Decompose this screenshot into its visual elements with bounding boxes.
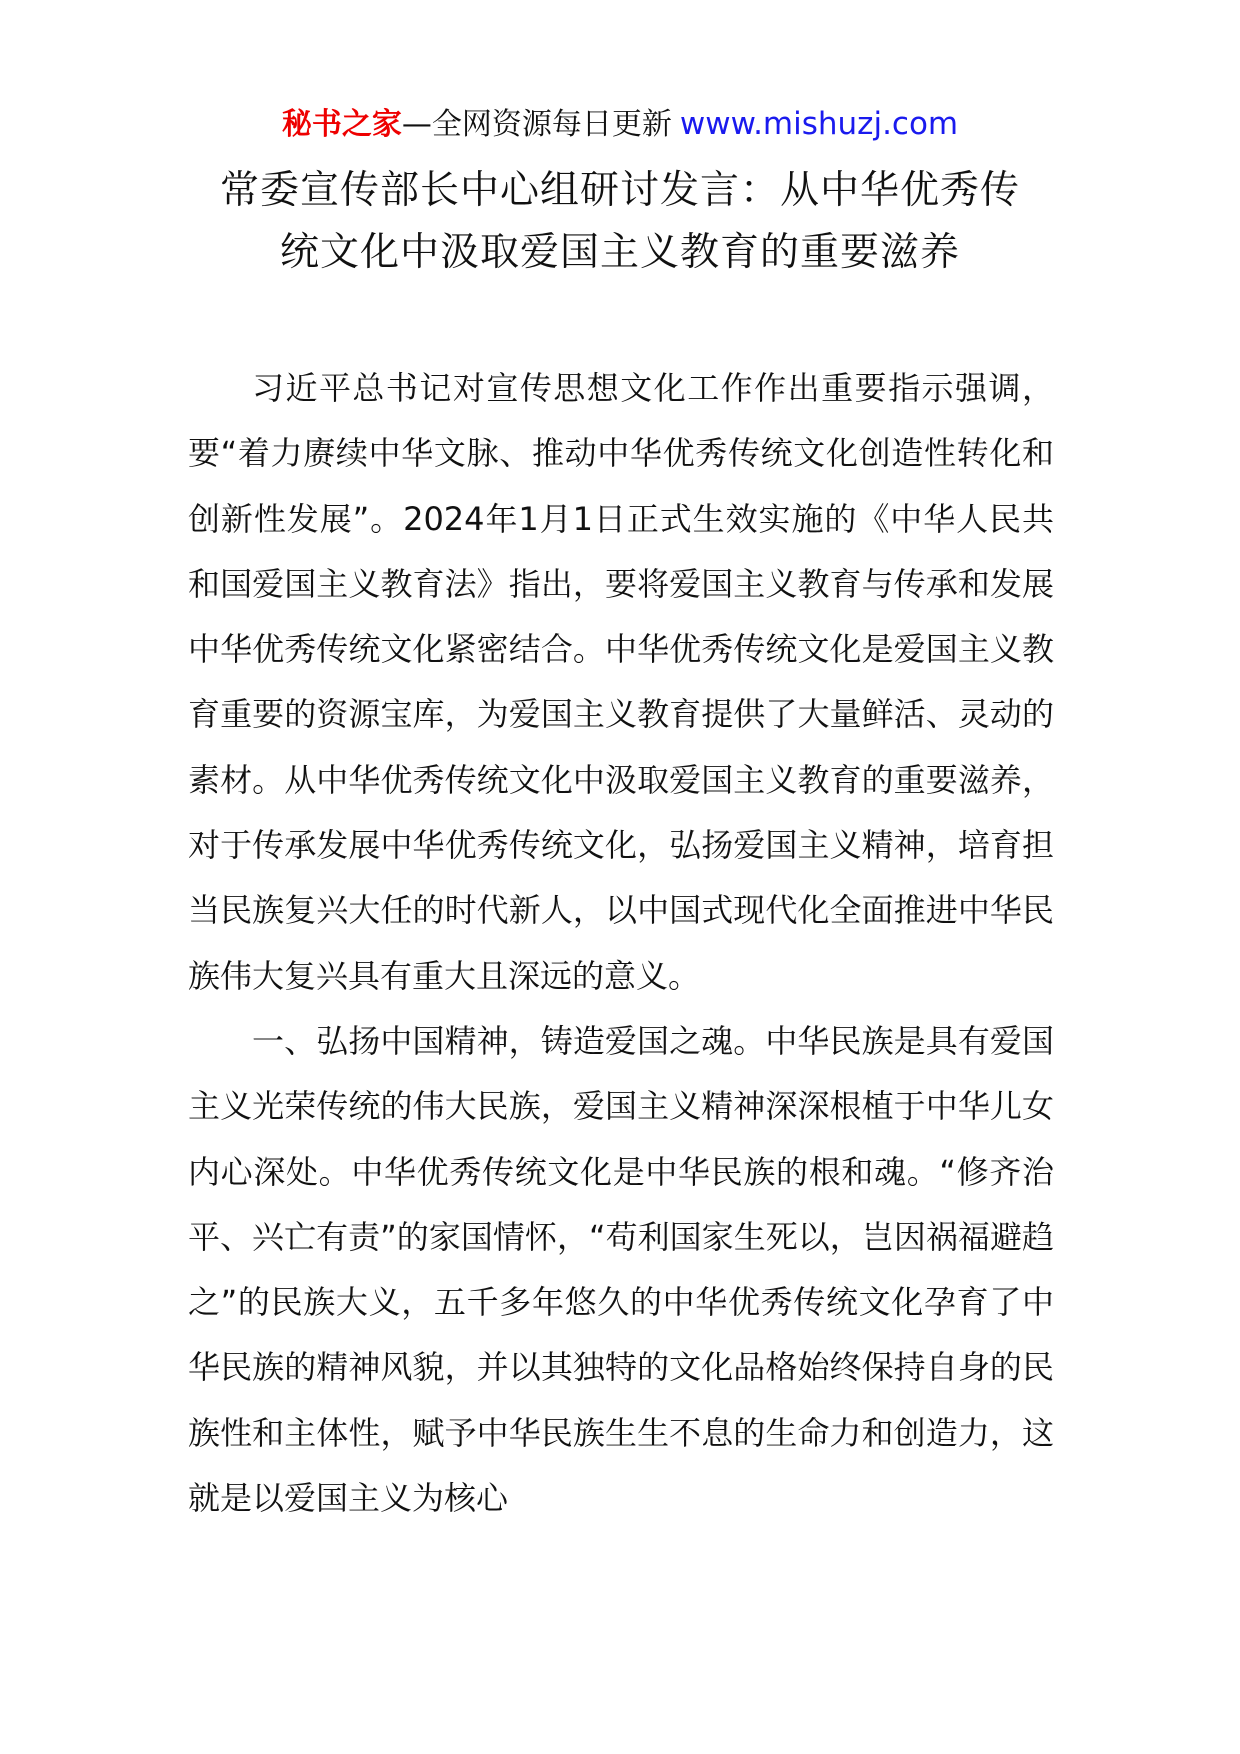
document-body (188, 356, 1054, 1531)
page-header (0, 102, 1240, 147)
section-1-text: 中华民族是具有爱国主义光荣传统的伟大民族，爱国主义精神深深根植于中华儿女内心深处。中华优秀传统文化是中华民族的根和魂。“修齐治平、兴亡有责”的家国情怀，“苟利国家生死以，岂因祸福避趋之”的民族大义，五千多年悠久的中华优秀传统文化孕育了中华民族的精神风貌，并以其独特的文化品格始终保持自身的民族性和主体性，赋予中华民族生生不息的生命力和创造力，这就是以爱国主义为核心 (188, 1021, 1054, 1518)
title-line-1: 常委宣传部长中心组研讨发言：从中华优秀传 (219, 168, 1020, 213)
title-line-2: 统文化中汲取爱国主义教育的重要滋养 (279, 230, 960, 275)
document-title (160, 160, 1080, 284)
paragraph-section-1 (188, 1009, 1054, 1531)
section-1-heading: 一、弘扬中国精神，铸造爱国之魂。 (252, 1021, 766, 1060)
header-tagline: —全网资源每日更新 (401, 107, 672, 142)
site-url-link[interactable]: www.mishuzj.com (679, 106, 959, 142)
brand-name: 秘书之家 (281, 107, 402, 142)
paragraph-intro: 习近平总书记对宣传思想文化工作作出重要指示强调，要“着力赓续中华文脉、推动中华优秀传统文化创造性转化和创新性发展”。2024年1月1日正式生效实施的《中华人民共和国爱国主义教育法》指出，要将爱国主义教育与传承和发展中华优秀传统文化紧密结合。中华优秀传统文化是爱国主义教育重要的资源宝库，为爱国主义教育提供了大量鲜活、灵动的素材。从中华优秀传统文化中汲取爱国主义教育的重要滋养，对于传承发展中华优秀传统文化，弘扬爱国主义精神，培育担当民族复兴大任的时代新人，以中国式现代化全面推进中华民族伟大复兴具有重大且深远的意义。 (188, 369, 1054, 995)
